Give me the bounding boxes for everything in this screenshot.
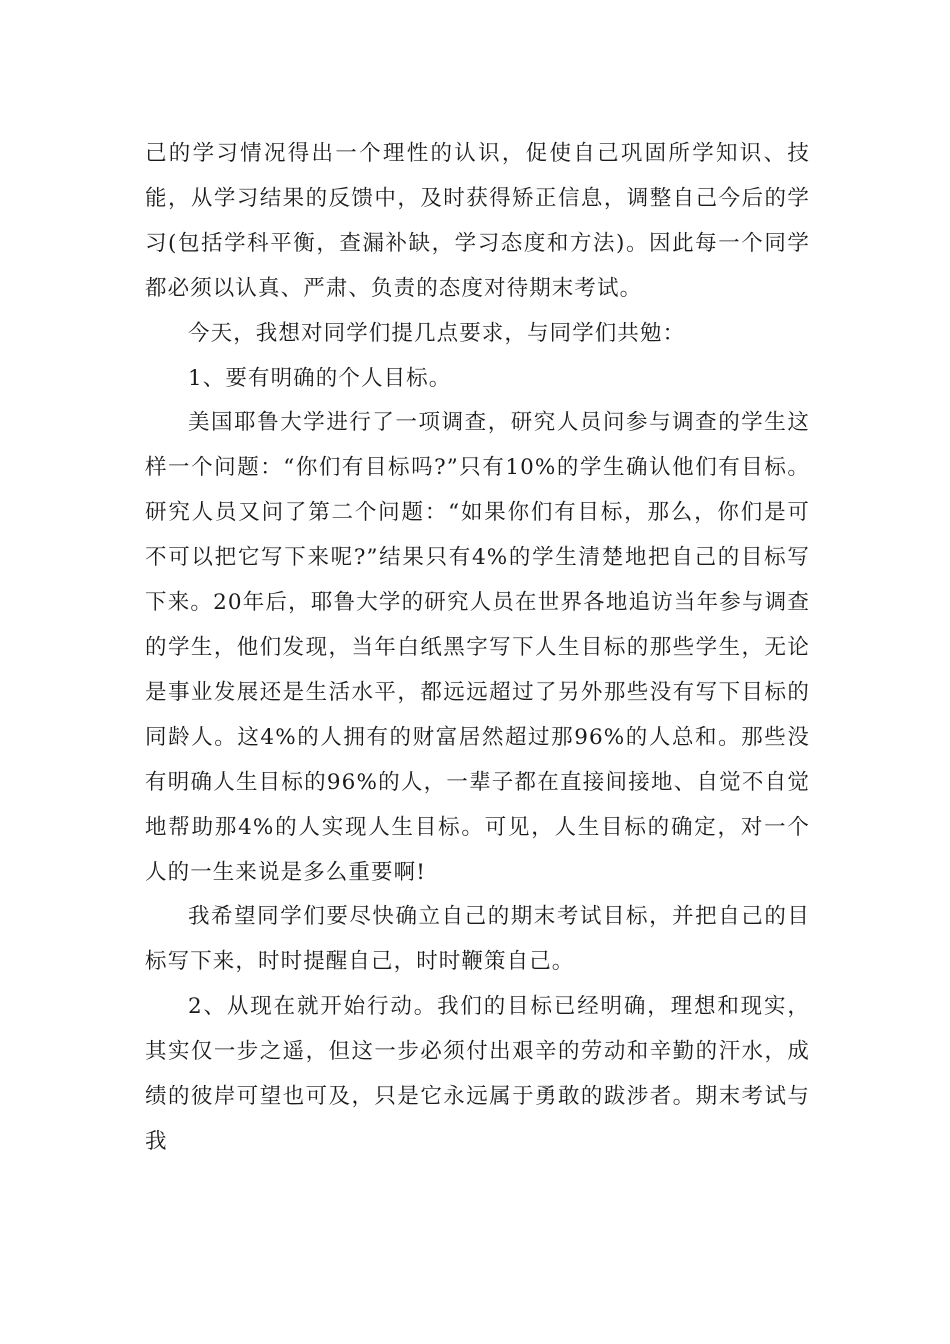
paragraph-point-1-heading: 1、要有明确的个人目标。 [188,365,452,391]
paragraph-continued: 己的学习情况得出一个理性的认识，促使自己巩固所学知识、技能，从学习结果的反馈中，及时获得矫正信息，调整自己今后的学习(包括学科平衡，查漏补缺，学习态度和方法)。因此每一个同学都必须以认真、严肃、负责的态度对待期末考试。 [145,141,810,301]
paragraph-point-2: 2、从现在就开始行动。我们的目标已经明确，理想和现实，其实仅一步之遥，但这一步必须付出艰辛的劳动和辛勤的汗水，成绩的彼岸可望也可及，只是它永远属于勇敢的跋涉者。期末考试与我 [145,994,810,1154]
paragraph-goal-advice: 我希望同学们要尽快确立自己的期末考试目标，并把自己的目标写下来，时时提醒自己，时时鞭策自己。 [145,904,810,975]
paragraph-intro: 今天，我想对同学们提几点要求，与同学们共勉： [188,320,686,346]
paragraph-yale-survey: 美国耶鲁大学进行了一项调查，研究人员问参与调查的学生这样一个问题：“你们有目标吗?”只有10%的学生确认他们有目标。研究人员又问了第二个问题：“如果你们有目标，那么，你们是可不可以把它写下来呢?”结果只有4%的学生清楚地把自己的目标写下来。20年后，耶鲁大学的研究人员在世界各地追访当年参与调查的学生，他们发现，当年白纸黑字写下人生目标的那些学生，无论是事业发展还是生活水平，都远远超过了另外那些没有写下目标的同龄人。这4%的人拥有的财富居然超过那96%的人总和。那些没有明确人生目标的96%的人，一辈子都在直接间接地、自觉不自觉地帮助那4%的人实现人生目标。可见，人生目标的确定，对一个人的一生来说是多么重要啊! [145,410,810,885]
document-body [145,132,810,1165]
